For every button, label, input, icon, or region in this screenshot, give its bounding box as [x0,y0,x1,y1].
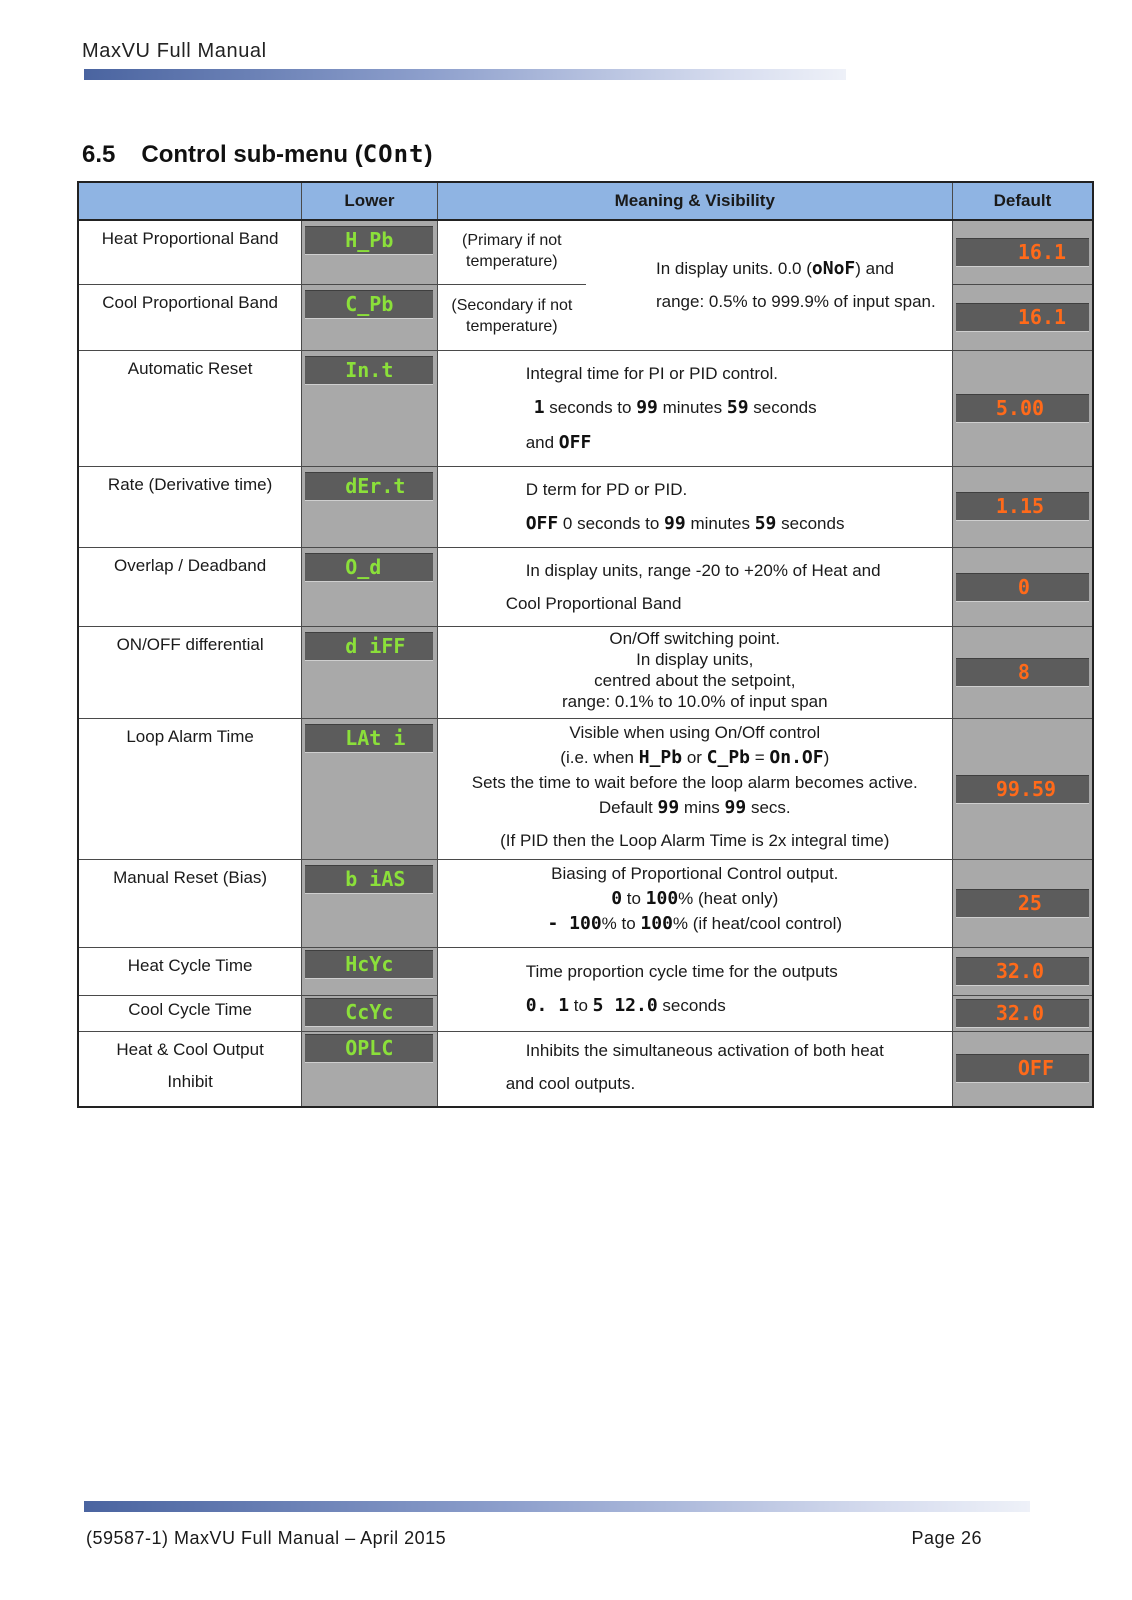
meaning-text: Visible when using On/Off control [569,723,821,743]
meaning-text: seconds [657,996,726,1016]
meaning-code: 5 12.0 [592,995,658,1017]
lower-display: OPLC [305,1034,432,1063]
meaning-text: seconds [776,513,845,533]
meaning-code: 99 [664,512,686,534]
meaning-text: On/Off switching point. [609,629,781,649]
lower-display: HcYc [305,950,432,979]
param-name: Rate (Derivative time) [78,466,302,547]
lower-display: CcYc [305,998,432,1027]
pb-meaning [586,220,952,350]
param-name: Automatic Reset [78,350,302,466]
meaning-text: Biasing of Proportional Control output. [551,863,839,883]
default-display: 5.00 [956,394,1089,423]
meaning-text: secs. [746,798,791,818]
meaning-text: to [622,888,646,908]
meaning-text: seconds [748,397,817,417]
param-name: Heat Cycle Time [78,947,302,995]
table-row [78,350,1093,466]
meaning-text: minutes [657,397,727,417]
default-display: 32.0 [956,999,1089,1028]
table-row [78,220,1093,284]
meaning-text: ) and [855,259,895,278]
meaning-text: mins [679,798,725,818]
meaning-code: oNoF [811,258,856,279]
meaning-text: = [750,748,770,768]
lower-display: LAt i [305,724,432,753]
footer-document-id: (59587-1) MaxVU Full Manual – April 2015 [86,1528,447,1548]
section-code: COnt [362,140,425,168]
table-row [78,719,1093,859]
meaning-text: minutes [685,513,755,533]
meaning-text: (i.e. when [560,748,639,768]
lower-display: C_Pb [305,290,432,319]
meaning-cell [437,627,952,719]
meaning-code: 100 [640,912,673,934]
meaning-cell [437,466,952,547]
meaning-text: Default [598,798,658,818]
lower-display: d iFF [305,632,432,661]
meaning-text: (If PID then the Loop Alarm Time is 2x integral time) [500,830,890,850]
meaning-code: 59 [726,396,749,418]
param-name: ON/OFF differential [78,627,302,719]
meaning-code: 1 [533,396,545,418]
footer-rule [84,1501,1030,1512]
meaning-cell [437,1031,952,1107]
meaning-text: In display units, [636,650,754,670]
meaning-code: 99 [724,797,747,819]
param-name: Overlap / Deadband [78,548,302,627]
meaning-text: % (if heat/cool control) [672,913,843,933]
table-row [78,1031,1093,1107]
param-name-line: Heat & Cool Output [116,1039,264,1059]
meaning-code: 99 [657,797,680,819]
running-header: MaxVU Full Manual [82,40,267,62]
param-name: Manual Reset (Bias) [78,859,302,947]
meaning-text: and [525,432,559,452]
meaning-text: 0 seconds to [558,513,665,533]
param-name: Cool Proportional Band [78,284,302,350]
lower-display: dEr.t [305,472,432,501]
meaning-code: 0. 1 [525,995,570,1017]
meaning-text: % to [601,913,641,933]
meaning-text: or [682,748,707,768]
default-display: 25 [956,889,1089,918]
meaning-text: to [569,996,593,1016]
param-name [78,1031,302,1107]
meaning-text: and cool outputs. [505,1073,636,1093]
meaning-text: Integral time for PI or PID control. [525,363,778,383]
meaning-text: % (heat only) [678,888,779,908]
lower-display: O_d [305,553,432,582]
meaning-text: centred about the setpoint, [594,670,796,690]
meaning-code: On.OF [769,747,824,769]
header-parameter [78,182,302,220]
param-name-line: Inhibit [167,1072,213,1092]
param-name: Cool Cycle Time [78,995,302,1031]
table-row [78,947,1093,995]
meaning-text: ) [823,748,830,768]
section-title-text: Control sub-menu ( [141,141,363,168]
default-display: OFF [956,1054,1089,1083]
meaning-cell [437,719,952,859]
meaning-text: Time proportion cycle time for the outputs [525,962,838,982]
header-lower: Lower [302,182,437,220]
meaning-text: range: 0.5% to 999.9% of input span. [655,292,936,312]
default-display: 99.59 [956,775,1089,804]
header-meaning: Meaning & Visibility [437,182,952,220]
meaning-code: 59 [754,512,777,534]
param-name: Heat Proportional Band [78,220,302,284]
meaning-code: C_Pb [706,747,751,769]
meaning-text: range: 0.1% to 10.0% of input span [561,691,828,711]
meaning-code: OFF [558,431,592,453]
meaning-text: Inhibits the simultaneous activation of both heat [525,1040,884,1060]
meaning-cell [437,859,952,947]
param-note: (Secondary if not temperature) [437,284,586,350]
meaning-code: OFF [525,512,559,534]
page-number: Page 26 [911,1528,982,1548]
table-header-row [78,182,1093,220]
meaning-cell [437,350,952,466]
default-display: 32.0 [956,957,1089,986]
meaning-cell [437,947,952,1031]
meaning-text: In display units, range -20 to +20% of Heat and [525,561,881,581]
control-submenu-table [77,181,1094,1108]
meaning-code: 0 [611,887,623,909]
table-row [78,627,1093,719]
section-title-close: ) [424,141,433,168]
table-row [78,548,1093,627]
default-display: 16.1 [956,238,1089,267]
meaning-code: 99 [636,396,658,418]
header-default: Default [952,182,1093,220]
table-row [78,466,1093,547]
default-display: 8 [956,658,1089,687]
header-rule [84,69,846,80]
table-row [78,859,1093,947]
meaning-text: Sets the time to wait before the loop alarm becomes active. [471,772,918,792]
lower-display: H_Pb [305,226,432,255]
meaning-text: seconds to [544,397,637,417]
param-note: (Primary if not temperature) [437,220,586,284]
meaning-text: D term for PD or PID. [525,479,688,499]
meaning-code: 100 [645,887,679,909]
default-display: 16.1 [956,303,1089,332]
meaning-text: In display units. 0.0 ( [655,259,812,278]
lower-display: In.t [305,356,432,385]
default-display: 0 [956,573,1089,602]
section-heading [82,140,432,169]
meaning-cell [437,548,952,627]
meaning-text: Cool Proportional Band [505,594,682,614]
section-number: 6.5 [82,141,116,168]
meaning-code: - 100 [547,912,602,934]
default-display: 1.15 [956,492,1089,521]
lower-display: b iAS [305,865,432,894]
meaning-code: H_Pb [638,747,683,769]
param-name: Loop Alarm Time [78,719,302,859]
